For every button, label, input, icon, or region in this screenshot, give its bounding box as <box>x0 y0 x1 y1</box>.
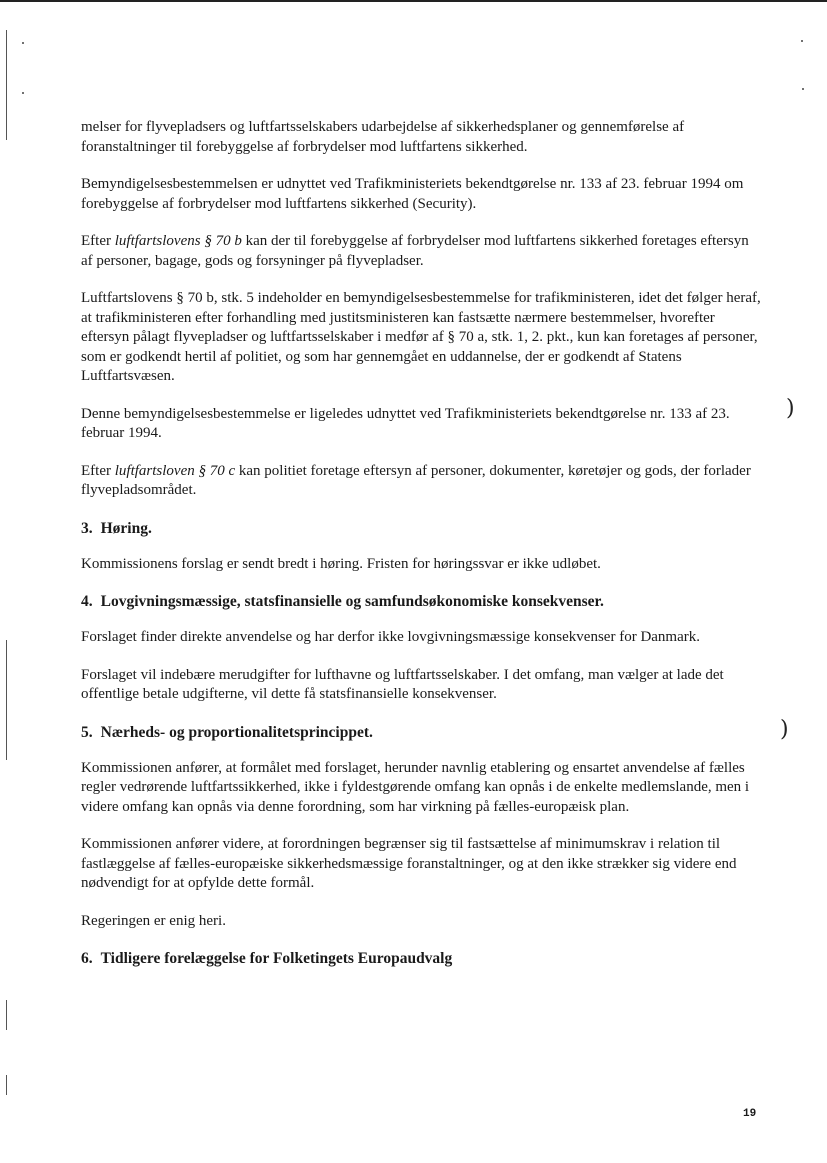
paragraph: Forslaget vil indebære merudgifter for lufthavne og luftfartsselskaber. I det omfang, man vælger at lade det offentlige betale udgifterne, vil dette få statsfinansielle konsekvenser. <box>81 666 724 702</box>
section-heading-europaudvalg: 6. Tidligere forelæggelse for Folketingets Europaudvalg <box>81 950 453 967</box>
paragraph: Denne bemyndigelsesbestemmelse er ligeledes udnyttet ved Trafikministeriets bekendtgørelse nr. 133 af 23. februar 1994. <box>81 405 730 441</box>
paragraph: Forslaget finder direkte anvendelse og har derfor ikke lovgivningsmæssige konsekvenser for Danmark. <box>81 629 700 645</box>
law-reference: luftfartsloven § 70 c <box>114 462 236 479</box>
paragraph: Efter luftfartsloven § 70 c kan politiet foretage eftersyn af personer, dokumenter, køretøjer og gods, der forlader flyvepladsområdet. <box>81 462 751 498</box>
scan-edge-mark <box>6 30 7 140</box>
margin-bracket-mark: ) <box>780 717 789 742</box>
paragraph: Bemyndigelsesbestemmelsen er udnyttet ved Trafikministeriets bekendtgørelse nr. 133 af 23. februar 1994 om forebyggelse af forbrydelser mod luftfartens sikkerhed (Security). <box>81 176 744 212</box>
section-heading-hoering: 3. Høring. <box>81 519 152 537</box>
page-top-border <box>0 0 827 2</box>
section-heading-naerhed: 5. Nærheds- og proportionalitetsprincippet. <box>81 723 373 741</box>
scan-edge-mark <box>6 640 7 760</box>
scan-speck <box>802 88 804 90</box>
paragraph: Efter luftfartslovens § 70 b kan der til forebyggelse af forbrydelser mod luftfartens sikkerhed foretages eftersyn af personer, bagage, gods og forsyninger på flyvepladser. <box>81 233 749 269</box>
margin-bracket-mark: ) <box>786 396 795 421</box>
law-reference: luftfartslovens § 70 b <box>114 233 242 249</box>
scan-speck <box>801 40 803 42</box>
scan-speck <box>22 42 24 44</box>
section-heading-konsekvenser: 4. Lovgivningsmæssige, statsfinansielle og samfundsøkonomiske konsekvenser. <box>81 593 604 610</box>
paragraph: Luftfartslovens § 70 b, stk. 5 indeholder en bemyndigelsesbestemmelse for trafikministeren, idet det følger heraf, at trafikministeren efter forhandling med justitsministeren kan fastsætte nærmere bestemmelser, hvorefter eftersyn pålagt flyvepladser og luftfartsselskaber i medfør af § 70 a, stk. 1, 2. pkt., kun kan foretages af personer, som er godkendt hertil af politiet, og som har gennemgået en uddannelse, der er godkendt af Statens Luftfartsvæsen. <box>81 290 761 384</box>
paragraph: Kommissionen anfører, at formålet med forslaget, herunder navnlig etablering og ensartet anvendelse af fælles regler vedrørende luftfartssikkerhed, ikke i fyldestgørende omfang kan opnås i de enkelte medlemslande, men i videre omfang kan opnås via denne forordning, som har virkning på fælles-europæisk plan. <box>81 759 750 815</box>
scan-edge-mark <box>6 1075 7 1095</box>
scan-speck <box>22 92 24 94</box>
paragraph: Regeringen er enig heri. <box>81 912 226 929</box>
scan-edge-mark <box>6 1000 7 1030</box>
page-number: 19 <box>743 1108 757 1120</box>
paragraph: Kommissionen anfører videre, at forordningen begrænser sig til fastsættelse af minimumskrav i relation til fastlæggelse af fælles-europæiske sikkerhedsmæssige foranstaltninger, og at den ikke strækker sig videre end nødvendigt for at opfylde dette formål. <box>81 836 737 891</box>
paragraph: Kommissionens forslag er sendt bredt i høring. Fristen for høringssvar er ikke udløbet. <box>81 555 601 572</box>
document-body <box>81 118 761 985</box>
paragraph: melser for flyvepladsers og luftfartsselskabers udarbejdelse af sikkerhedsplaner og gennemførelse af foranstaltninger til forebyggelse af forbrydelser mod luftfartens sikkerhed. <box>81 119 685 155</box>
